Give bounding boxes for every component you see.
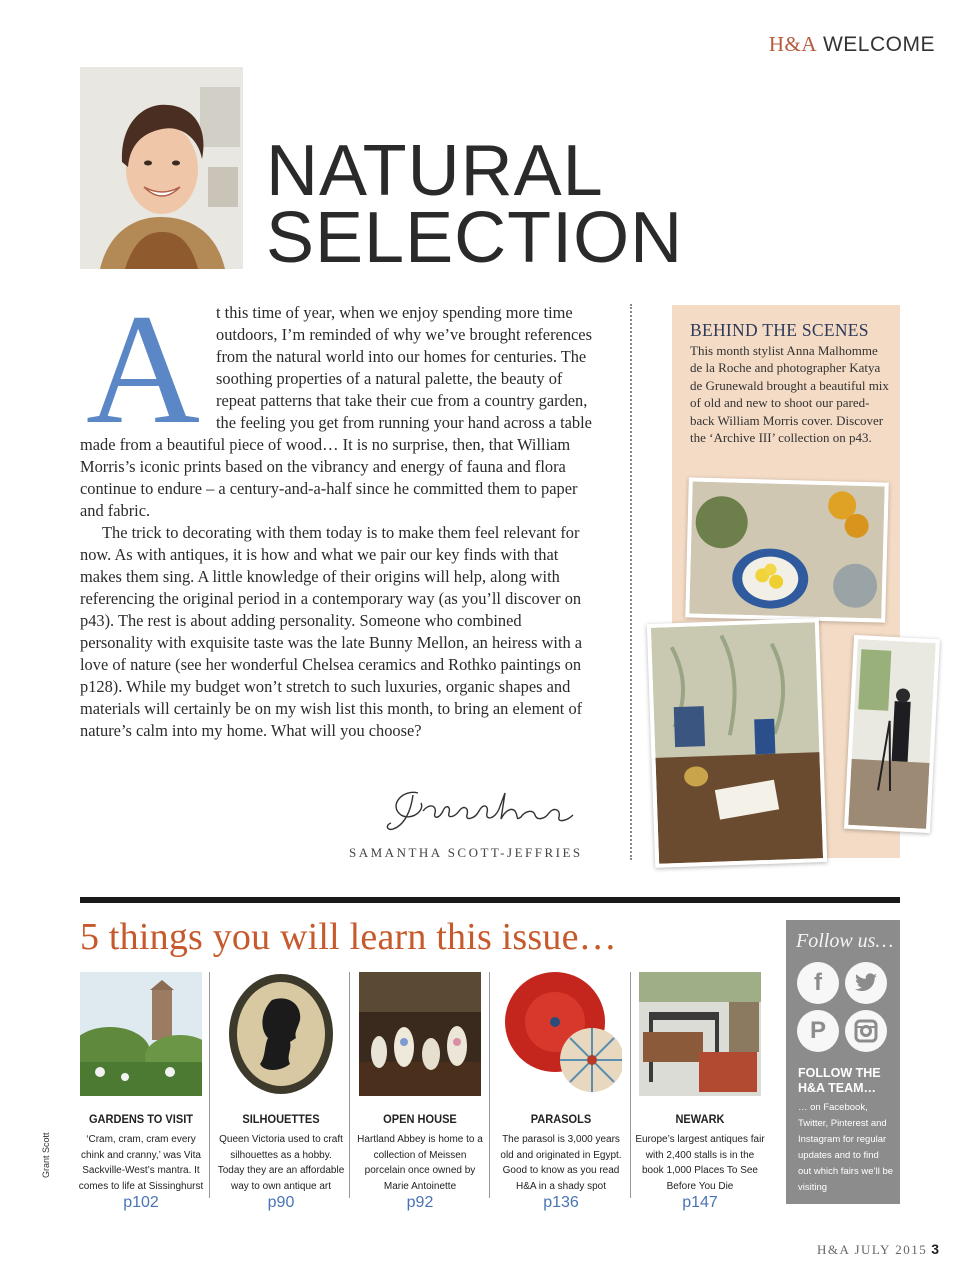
editor-portrait [80, 67, 243, 269]
follow-title: Follow us… [796, 930, 894, 952]
title-line-1: NATURAL [266, 131, 604, 211]
thing-heading: GARDENS TO VISIT [88, 1112, 194, 1126]
thing-item-newark [635, 972, 765, 1212]
thing-image-silhouettes [220, 972, 342, 1096]
brand-logo: H&A [768, 32, 817, 56]
folio-text: H&A JULY 2015 [817, 1242, 928, 1257]
thing-description: Queen Victoria used to craft silhouettes as a hobby. Today they are an affordable way to own antique art [217, 1134, 345, 1192]
thing-heading: NEWARK [675, 1112, 725, 1126]
column-separator [489, 972, 490, 1198]
facebook-icon[interactable]: f [797, 962, 839, 1004]
behind-the-scenes-text: This month stylist Anna Malhomme de la Roche and photographer Katya de Grunewald brought a beautiful mix of old and new to shoot our pared-back William Morris cover. Discover the ‘Archive III’ collection on p43. [690, 343, 889, 446]
thing-image-antiques-fair [639, 972, 761, 1096]
thing-image-parasols [500, 972, 622, 1096]
thing-description: Hartland Abbey is home to a collection of Meissen porcelain once owned by Marie Antoinette [357, 1134, 483, 1192]
column-separator [630, 972, 631, 1198]
page-reference: p102 [123, 1194, 159, 1211]
behind-the-scenes-heading: BEHIND THE SCENES [690, 320, 869, 340]
photo-desk-still-life [647, 618, 827, 868]
photo-photographer [844, 635, 940, 833]
section-rule [80, 897, 900, 903]
thing-description: ‘Cram, cram, cram every chink and cranny,’ was Vita Sackville-West’s mantra. It comes to life at Sissinghurst [78, 1134, 204, 1192]
follow-heading: FOLLOW THE H&A TEAM… [798, 1066, 881, 1095]
column-divider [630, 304, 632, 860]
section-label: WELCOME [822, 33, 935, 56]
thing-image-gardens [80, 972, 202, 1096]
thing-item-gardens [76, 972, 206, 1212]
twitter-icon[interactable] [845, 962, 887, 1004]
page-folio [817, 1241, 939, 1258]
drop-cap-space [80, 302, 216, 432]
letter-paragraph-1: t this time of year, when we enjoy spending more time outdoors, I’m reminded of why we’ve brought references from the natural world into our homes for centuries. The soothing properties of a natural palette, the beauty of repeat patterns that take their cue from a country garden, the feeling you get from running your hand across a table made from a beautiful piece of wood… It is no surprise, then, that William Morris’s iconic prints based on the vibrancy and energy of fauna and flora continue to endure – a century-and-a-half since he committed them to paper and fabric. [80, 303, 592, 520]
things-heading: 5 things you will learn this issue… [80, 916, 617, 958]
photo-table-lemons [685, 477, 889, 622]
thing-item-parasols [496, 972, 626, 1212]
pinterest-icon[interactable]: P [797, 1010, 839, 1052]
page-reference: p90 [267, 1194, 295, 1211]
editor-letter [80, 282, 592, 742]
drop-cap: A [86, 282, 201, 457]
thing-description: The parasol is 3,000 years old and originated in Egypt. Good to know as you read H&A in a shady spot [500, 1134, 622, 1192]
column-separator [349, 972, 350, 1198]
thing-description: Europe’s largest antiques fair with 2,400 stalls is in the book 1,000 Places To See Before You Die [635, 1134, 765, 1192]
follow-us-panel [786, 920, 900, 1204]
thing-item-silhouettes [216, 972, 346, 1212]
thing-heading: PARASOLS [530, 1112, 592, 1126]
page-title [266, 131, 684, 278]
page-reference: p147 [682, 1194, 718, 1211]
title-line-2: SELECTION [266, 198, 684, 278]
letter-paragraph-2: The trick to decorating with them today is to make them feel relevant for now. As with antiques, it is how and what we pair our key finds with that makes them sing. A little knowledge of their origins will help, along with referencing the original period in a contemporary way (as you’ll discover on p43). The rest is about adding personality. Someone who combined personality with exquisite taste was the late Bunny Mellon, an heiress with a love of nature (see her wonderful Chelsea ceramics and Rothko paintings on p128). While my budget won’t stretch to such luxuries, organic shapes and materials will certainly be on my wish list this month, to bring an element of nature’s calm into my home. What will you choose? [80, 523, 583, 740]
thing-heading: OPEN HOUSE [383, 1112, 457, 1126]
follow-description: … on Facebook, Twitter, Pinterest and Instagram for regular updates and to find out which fairs we’ll be visiting [798, 1102, 894, 1193]
thing-heading: SILHOUETTES [242, 1112, 320, 1126]
page-reference: p136 [543, 1194, 579, 1211]
column-separator [209, 972, 210, 1198]
photo-credit: Grant Scott [41, 1132, 51, 1178]
page-number: 3 [931, 1241, 939, 1257]
editor-name: SAMANTHA SCOTT-JEFFRIES [349, 845, 583, 860]
section-tag [769, 32, 935, 57]
thing-image-porcelain [359, 972, 481, 1096]
instagram-icon[interactable] [845, 1010, 887, 1052]
page-reference: p92 [406, 1194, 434, 1211]
signature [383, 775, 603, 835]
thing-item-open-house [355, 972, 485, 1212]
